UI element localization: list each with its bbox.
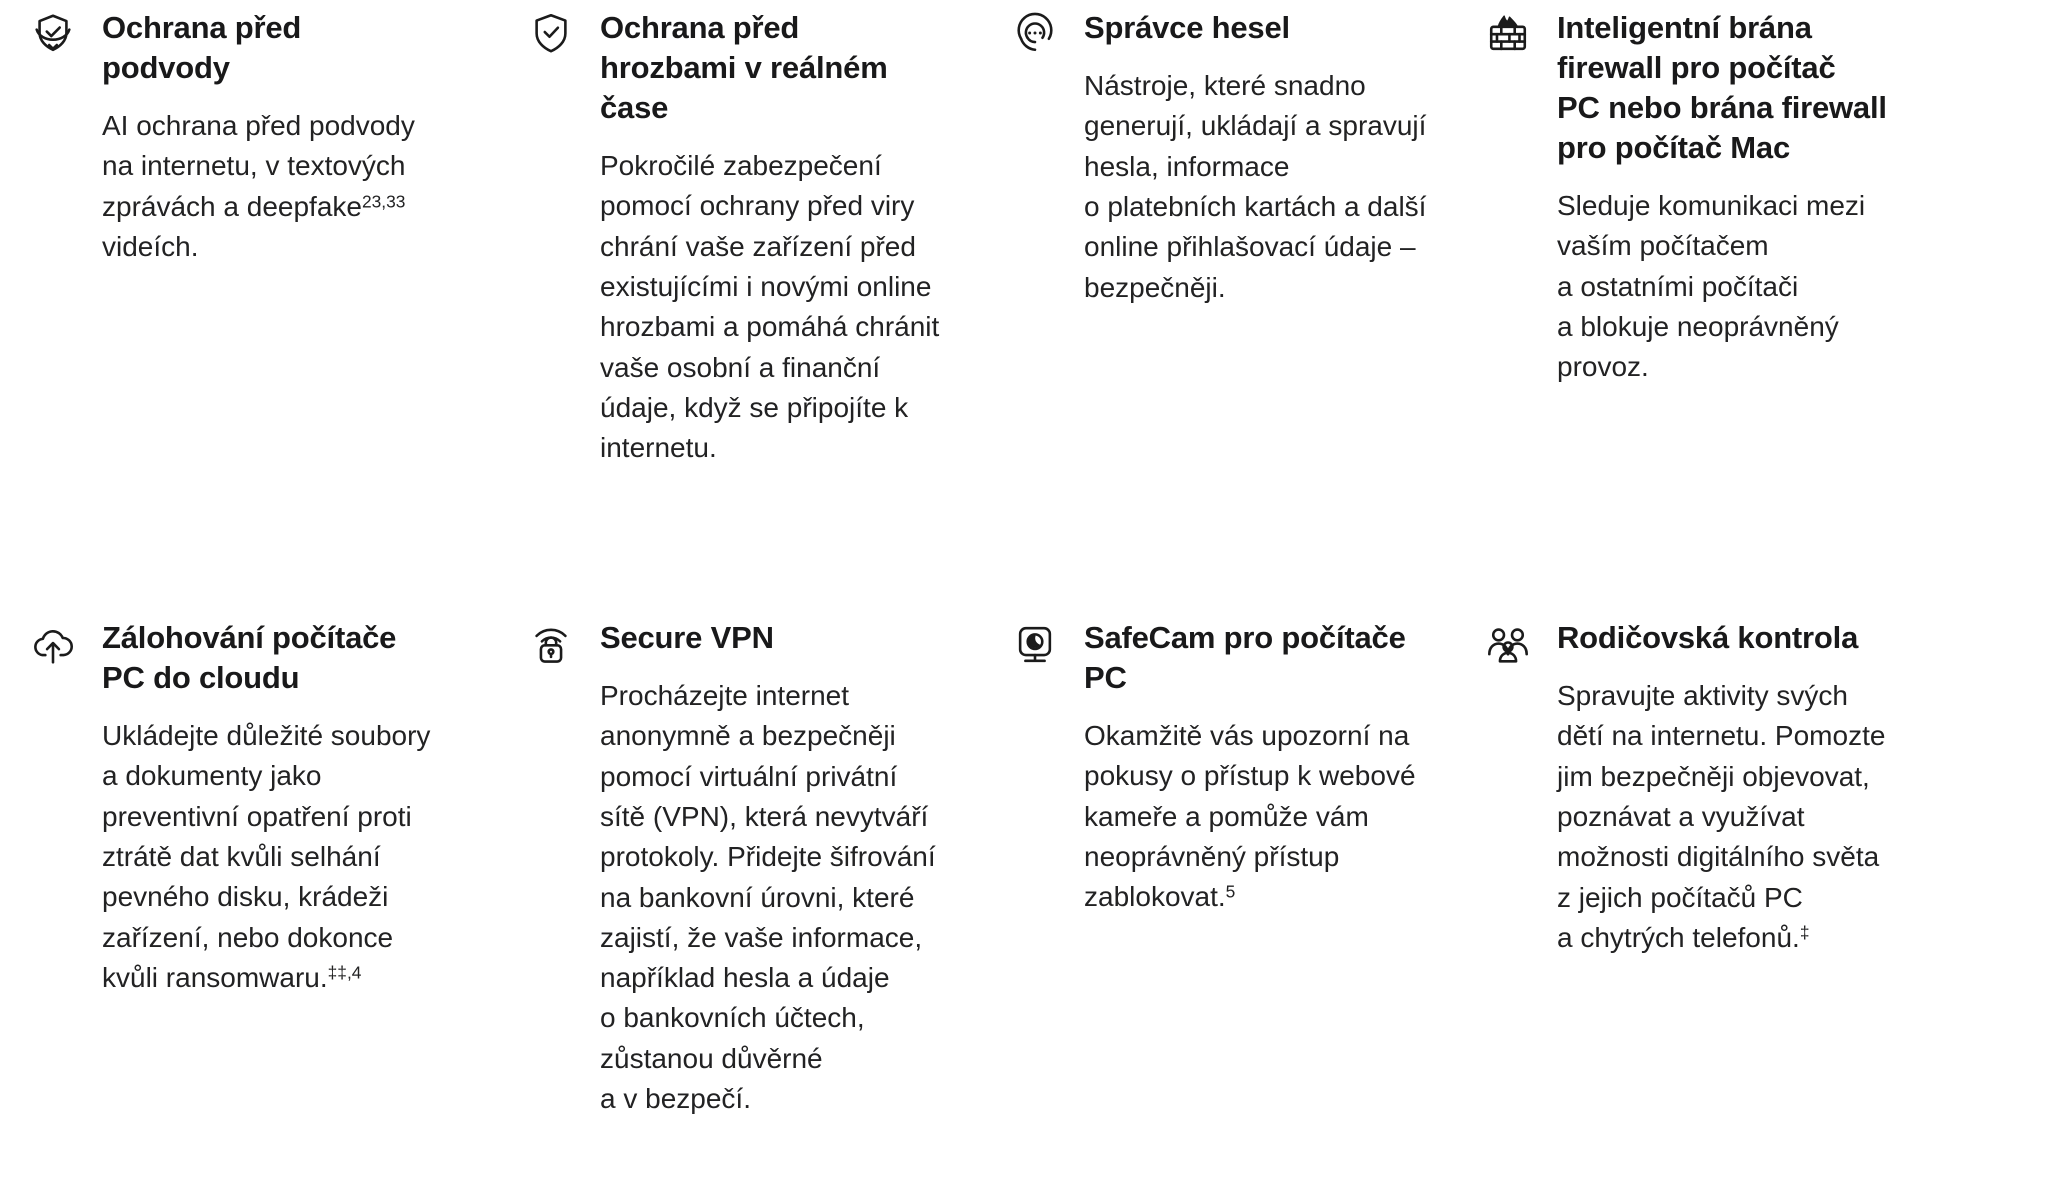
feature-card-scam-protection — [0, 8, 520, 608]
shield-check-swoosh-icon — [30, 10, 88, 68]
footnote-marker: ‡‡,4 — [327, 962, 362, 983]
family-group-icon — [1485, 622, 1543, 680]
feature-title: Ochrana před podvody — [102, 10, 302, 85]
cloud-upload-icon — [30, 622, 88, 680]
feature-card-body — [102, 8, 494, 267]
feature-card-body — [1557, 618, 2008, 958]
feature-description: Sleduje komunikaci mezi vaším počítačem a ostatními počítači a blokuje neoprávněný provoz. — [1557, 189, 1866, 383]
footnote-marker: 23,33 — [361, 191, 406, 212]
feature-description: AI ochrana před podvody na internetu, v textových zprávách a deepfake$^{23,33}$ videích. — [102, 109, 415, 262]
feature-description: Nástroje, které snadno generují, ukládají a spravují hesla, informace o platebních kartách a další online přihlašovací údaje – bezpečněji. — [1084, 69, 1427, 303]
feature-description: Spravujte aktivity svých dětí na internetu. Pomozte jim bezpečněji objevovat, poznávat a využívat možnosti digitálního světa z jejich počítačů PC a chytrých telefonů.‡ — [1557, 679, 1886, 953]
feature-title: Správce hesel — [1084, 10, 1290, 45]
feature-card-body — [1084, 618, 1453, 918]
footnote-marker: 5 — [1225, 881, 1236, 902]
firewall-brick-flame-icon — [1485, 10, 1543, 68]
feature-title: Zálohování počítače PC do cloudu — [102, 620, 397, 695]
feature-title: Secure VPN — [600, 620, 774, 655]
feature-card-parental-control — [1479, 608, 2048, 1119]
feature-card-body — [1557, 8, 2008, 388]
feature-card-body — [1084, 8, 1453, 308]
webcam-icon — [1012, 622, 1070, 680]
feature-card-body — [600, 8, 974, 468]
feature-description: Ukládejte důležité soubory a dokumenty jako preventivní opatření proti ztrátě dat kvůli selhání pevného disku, krádeži zařízení, nebo dokonce kvůli ransomwaru.$^{\ddagger\ddagger,4}$ — [102, 719, 431, 993]
feature-title: Inteligentní brána firewall pro počítač PC nebo brána firewall pro počítač Mac — [1557, 10, 1887, 165]
footnote-marker: ‡ — [1799, 922, 1810, 943]
feature-card-body — [102, 618, 490, 998]
feature-title: Rodičovská kontrola — [1557, 620, 1859, 655]
feature-card-password-manager — [1004, 8, 1479, 608]
feature-description: Procházejte internet anonymně a bezpečněji pomocí virtuální privátní sítě (VPN), která nevytváří protokoly. Přidejte šifrování na bankovní úrovni, které zajistí, že vaše informace, například hesla a údaje o bankovních účtech, zůstanou důvěrné a v bezpečí. — [600, 679, 936, 1115]
feature-description: Pokročilé zabezpečení pomocí ochrany před viry chrání vaše zařízení před existujícími i novými online hrozbami a pomáhá chránit vaše osobní a finanční údaje, když se připojíte k internetu. — [600, 149, 940, 464]
feature-card-cloud-backup — [0, 608, 520, 1119]
feature-card-realtime-threat-protection — [520, 8, 1004, 608]
feature-title: Ochrana před hrozbami v reálném čase — [600, 10, 888, 125]
feature-title: SafeCam pro počítače PC — [1084, 620, 1406, 695]
feature-description: Okamžitě vás upozorní na pokusy o přístup k webové kameře a pomůže vám neoprávněný přístup zablokovat.$^5$ — [1084, 719, 1416, 913]
feature-card-body — [600, 618, 964, 1119]
lock-wifi-icon — [528, 622, 586, 680]
feature-card-secure-vpn — [520, 608, 1004, 1119]
password-manager-icon — [1012, 10, 1070, 68]
feature-card-smart-firewall — [1479, 8, 2048, 608]
feature-card-safecam — [1004, 608, 1479, 1119]
shield-check-icon — [528, 10, 586, 68]
